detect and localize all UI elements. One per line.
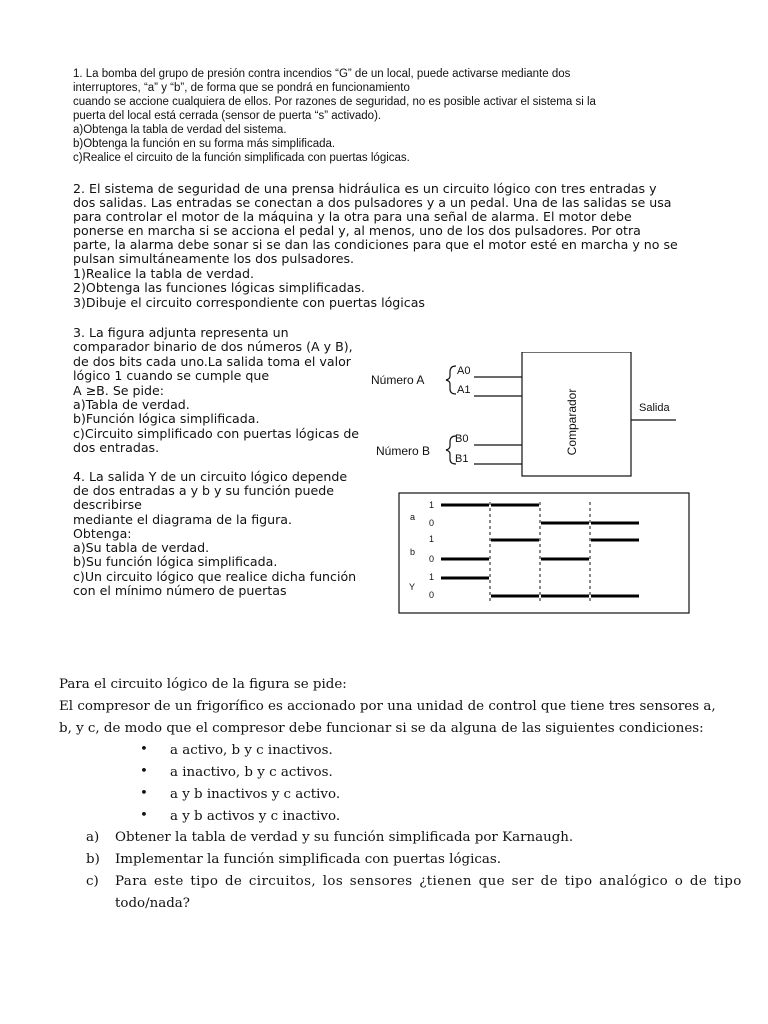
problem-2-line: dos salidas. Las entradas se conectan a dos pulsadores y a un pedal. Una de las salidas se usa — [73, 195, 672, 210]
condition-item: a inactivo, b y c activos. — [170, 765, 333, 780]
problem-4-line: describirse — [73, 497, 142, 512]
problem-4-line: Obtenga: — [73, 526, 132, 541]
numero-b-label: Número B — [376, 444, 431, 458]
task-text-continuation: todo/nada? — [115, 896, 190, 911]
bullet-icon: • — [140, 808, 148, 823]
timing-diagram — [398, 492, 690, 614]
problem-1-line: 1. La bomba del grupo de presión contra incendios “G” de un local, puede activarse mediante dos — [73, 68, 571, 80]
signal-b-label: b — [410, 547, 416, 557]
problem-2-line: 2. El sistema de seguridad de una prensa hidráulica es un circuito lógico con tres entradas y — [73, 181, 657, 196]
problem-3-line: comparador binario de dos números (A y B), — [73, 339, 353, 354]
task-text: Para este tipo de circuitos, los sensores ¿tienen que ser de tipo analógico o de tipo — [115, 874, 742, 889]
problem-3-line: a)Tabla de verdad. — [73, 397, 190, 412]
input-b0-label: B0 — [455, 433, 469, 445]
comparator-diagram — [366, 352, 676, 482]
output-label: Salida — [639, 402, 670, 414]
level-zero-label: 0 — [429, 554, 435, 564]
problem-5-statement: b, y c, de modo que el compresor debe funcionar si se da alguna de las siguientes condiciones: — [59, 721, 704, 736]
bullet-icon: • — [140, 786, 148, 801]
input-a1-label: A1 — [457, 384, 471, 396]
input-b1-label: B1 — [455, 453, 469, 465]
problem-1-line: puerta del local está cerrada (sensor de puerta “s” activado). — [73, 110, 382, 122]
problem-2-line: ponerse en marcha si se acciona el pedal y, al menos, uno de los dos pulsadores. Por otra — [73, 223, 641, 238]
problem-1-line: interruptores, “a” y “b”, de forma que se pondrá en funcionamiento — [73, 82, 410, 94]
problem-2-line: parte, la alarma debe sonar si se dan las condiciones para que el motor esté en marcha y no se — [73, 237, 678, 252]
level-one-label: 1 — [429, 572, 435, 582]
problem-3-line: dos entradas. — [73, 440, 160, 455]
problem-2-line: pulsan simultáneamente los dos pulsadores. — [73, 251, 355, 266]
signal-a-label: a — [410, 512, 416, 522]
numero-a-label: Número A — [371, 373, 425, 387]
problem-4-line: de dos entradas a y b y su función puede — [73, 483, 335, 498]
level-one-label: 1 — [429, 500, 435, 510]
problem-3-line: A ≥B. Se pide: — [73, 383, 165, 398]
task-text: Implementar la función simplificada con puertas lógicas. — [115, 852, 501, 867]
problem-2-line: 1)Realice la tabla de verdad. — [73, 266, 254, 281]
problem-4-line: 4. La salida Y de un circuito lógico depende — [73, 469, 348, 484]
condition-item: a activo, b y c inactivos. — [170, 743, 333, 758]
task-text: Obtener la tabla de verdad y su función simplificada por Karnaugh. — [115, 830, 574, 845]
level-zero-label: 0 — [429, 518, 435, 528]
problem-1-line: a)Obtenga la tabla de verdad del sistema. — [73, 124, 287, 136]
problem-4-line: a)Su tabla de verdad. — [73, 540, 210, 555]
problem-1-line: cuando se accione cualquiera de ellos. Por razones de seguridad, no es posible activar el sistema si la — [73, 96, 596, 108]
problem-3-line: b)Función lógica simplificada. — [73, 411, 260, 426]
comparator-label: Comparador — [565, 388, 579, 456]
problem-4-line: b)Su función lógica simplificada. — [73, 554, 278, 569]
problem-3-line: c)Circuito simplificado con puertas lógicas de — [73, 426, 360, 441]
bullet-icon: • — [140, 764, 148, 779]
problem-5-statement: El compresor de un frigorífico es accionado por una unidad de control que tiene tres sensores a, — [59, 699, 716, 714]
level-zero-label: 0 — [429, 590, 435, 600]
problem-3-line: de dos bits cada uno.La salida toma el valor — [73, 354, 351, 369]
problem-3-line: 3. La figura adjunta representa un — [73, 325, 289, 340]
task-marker: b) — [86, 852, 100, 867]
problem-2-line: para controlar el motor de la máquina y la otra para una señal de alarma. El motor debe — [73, 209, 632, 224]
signal-y-label: Y — [409, 582, 416, 592]
level-one-label: 1 — [429, 534, 435, 544]
condition-item: a y b activos y c inactivo. — [170, 809, 341, 824]
problem-2-line: 3)Dibuje el circuito correspondiente con puertas lógicas — [73, 295, 425, 310]
bullet-icon: • — [140, 742, 148, 757]
condition-item: a y b inactivos y c activo. — [170, 787, 341, 802]
problem-4-line: con el mínimo número de puertas — [73, 583, 287, 598]
problem-2-line: 2)Obtenga las funciones lógicas simplificadas. — [73, 280, 365, 295]
problem-1-line: c)Realice el circuito de la función simplificada con puertas lógicas. — [73, 152, 410, 164]
problem-1-line: b)Obtenga la función en su forma más simplificada. — [73, 138, 336, 150]
problem-4-line: mediante el diagrama de la figura. — [73, 512, 293, 527]
input-a0-label: A0 — [457, 365, 471, 377]
problem-5-intro: Para el circuito lógico de la figura se pide: — [59, 677, 347, 692]
problem-3-line: lógico 1 cuando se cumple que — [73, 368, 270, 383]
task-marker: c) — [86, 874, 99, 889]
brace-a-icon — [446, 366, 456, 394]
problem-4-line: c)Un circuito lógico que realice dicha función — [73, 569, 357, 584]
task-marker: a) — [86, 830, 100, 845]
